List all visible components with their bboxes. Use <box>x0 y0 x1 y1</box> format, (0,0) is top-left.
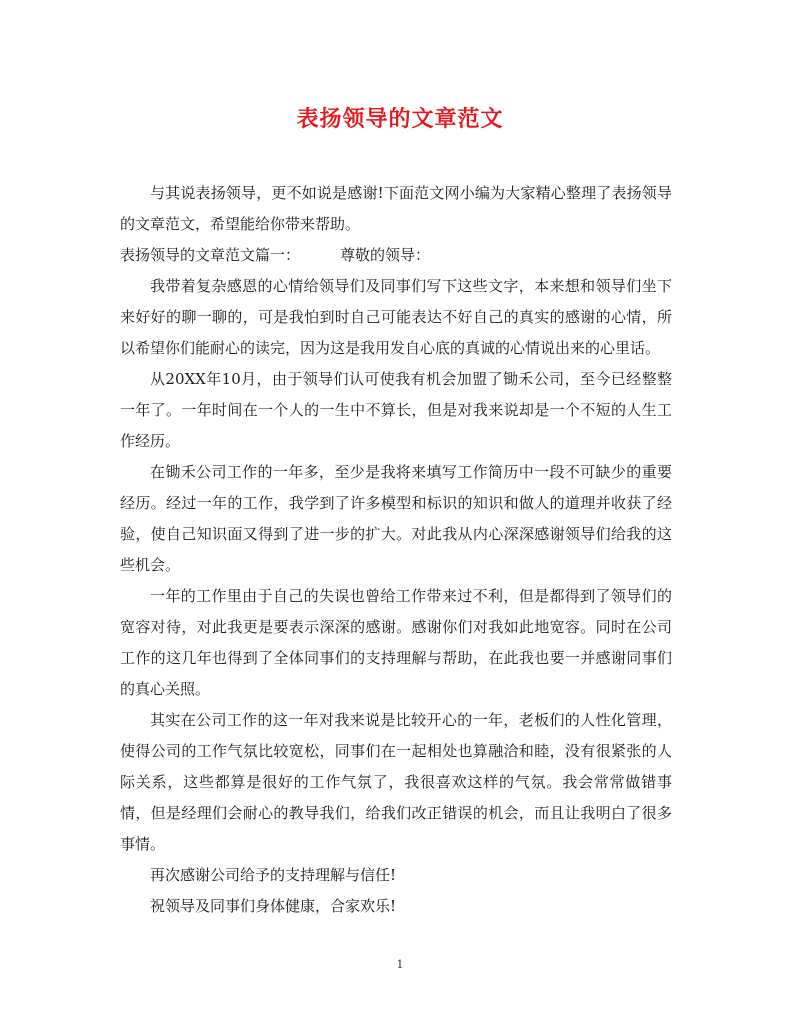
section-label: 表扬领导的文章范文篇一： <box>120 246 301 264</box>
body-paragraph-4: 一年的工作里由于自己的失误也曾给工作带来过不利，但是都得到了领导们的宽容对待，对此我更是要表示深深的感谢。感谢你们对我如此地宽容。同时在公司工作的这几年也得到了全体同事们的支持理解与帮助，在此我也要一并感谢同事们的真心关照。 <box>120 587 672 698</box>
document-body <box>120 178 672 922</box>
intro-paragraph: 与其说表扬领导，更不如说是感谢!下面范文网小编为大家精心整理了表扬领导的文章范文，希望能给你带来帮助。 <box>120 184 672 233</box>
document-title: 表扬领导的文章范文 <box>296 106 504 132</box>
page-number: 1 <box>396 958 404 971</box>
body-paragraph-2: 从20XX年10月，由于领导们认可使我有机会加盟了锄禾公司，至今已经整整一年了。一年时间在一个人的一生中不算长，但是对我来说却是一个不短的人生工作经历。 <box>120 370 672 450</box>
closing-wishes: 祝领导及同事们身体健康，合家欢乐! <box>150 897 397 915</box>
body-paragraph-3: 在锄禾公司工作的一年多，至少是我将来填写工作简历中一段不可缺少的重要经历。经过一年的工作，我学到了许多模型和标识的知识和做人的道理并收获了经验，使自己知识面又得到了进一步的扩大。对此我从内心深深感谢领导们给我的这些机会。 <box>120 463 672 574</box>
section-heading-line <box>120 240 672 271</box>
salutation: 尊敬的领导： <box>340 246 431 264</box>
closing-thanks: 再次感谢公司给予的支持理解与信任! <box>150 866 397 884</box>
body-paragraph-1: 我带着复杂感恩的心情给领导们及同事们写下这些文字，本来想和领导们坐下来好好的聊一聊的，可是我怕到时自己可能表达不好自己的真实的感谢的心情，所以希望你们能耐心的读完，因为这是我用发自心底的真诚的心情说出来的心里话。 <box>120 277 672 357</box>
body-paragraph-5: 其实在公司工作的这一年对我来说是比较开心的一年，老板们的人性化管理，使得公司的工作气氛比较宽松，同事们在一起相处也算融洽和睦，没有很紧张的人际关系，这些都算是很好的工作气氛了，我很喜欢这样的气氛。我会常常做错事情，但是经理们会耐心的教导我们，给我们改正错误的机会，而且让我明白了很多事情。 <box>120 711 672 853</box>
